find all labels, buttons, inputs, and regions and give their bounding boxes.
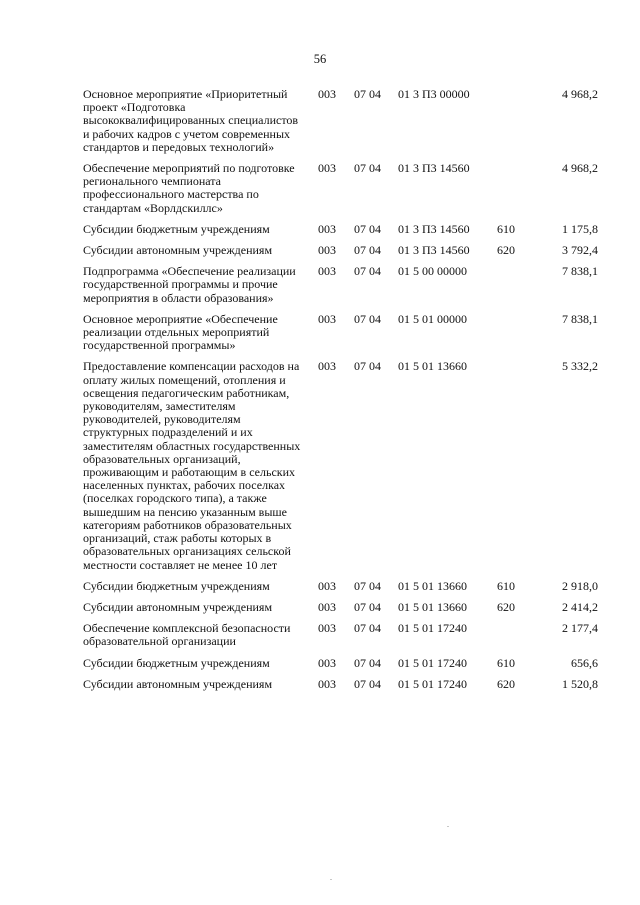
- table-row: [0, 657, 640, 670]
- section-code: 07 04: [354, 161, 381, 176]
- amount: 4 968,2: [562, 87, 598, 101]
- table-row: [0, 244, 640, 257]
- amount: 656,6: [571, 655, 598, 670]
- row-description: Основное мероприятие «Обеспечение реализации отдельных мероприятий государственной программы»: [83, 311, 278, 353]
- target-article-code: 01 5 01 13660: [398, 578, 467, 593]
- section-code: 07 04: [354, 676, 381, 691]
- expense-type-code: 620: [497, 599, 515, 614]
- section-code: 07 04: [354, 87, 381, 101]
- department-code: 003: [318, 161, 336, 176]
- department-code: 003: [318, 311, 336, 326]
- expense-type-code: 610: [497, 221, 515, 236]
- amount: 1 520,8: [562, 676, 598, 691]
- target-article-code: 01 5 01 13660: [398, 359, 467, 374]
- target-article-code: 01 5 01 13660: [398, 599, 467, 614]
- expense-type-code: 620: [497, 676, 515, 691]
- table-row: [0, 223, 640, 236]
- page-number: 56: [313, 52, 327, 66]
- target-article-code: 01 5 01 17240: [398, 621, 467, 636]
- expense-type-code: 620: [497, 243, 515, 258]
- amount: 3 792,4: [562, 243, 598, 258]
- table-row: [0, 622, 640, 648]
- target-article-code: 01 5 01 00000: [398, 311, 467, 326]
- scan-speck: [330, 879, 332, 880]
- row-description: Основное мероприятие «Приоритетный проект «Подготовка высококвалифицированных специалистов и рабочих кадров с учетом современных стандартов и передовых технологий»: [83, 87, 299, 154]
- department-code: 003: [318, 621, 336, 636]
- department-code: 003: [318, 87, 336, 101]
- department-code: 003: [318, 676, 336, 691]
- amount: 7 838,1: [562, 311, 598, 326]
- table-row: [0, 601, 640, 614]
- section-code: 07 04: [354, 599, 381, 614]
- table-row: [0, 580, 640, 593]
- target-article-code: 01 5 00 00000: [398, 264, 467, 279]
- row-description: Подпрограмма «Обеспечение реализации государственной программы и прочие мероприятия в области образования»: [83, 264, 296, 305]
- amount: 1 175,8: [562, 221, 598, 236]
- target-article-code: 01 3 П3 14560: [398, 221, 470, 236]
- target-article-code: 01 5 01 17240: [398, 676, 467, 691]
- table-row: [0, 360, 640, 571]
- amount: 2 177,4: [562, 621, 598, 636]
- section-code: 07 04: [354, 243, 381, 258]
- table-row: [0, 88, 640, 154]
- table-row: [0, 313, 640, 353]
- section-code: 07 04: [354, 221, 381, 236]
- expense-type-code: 610: [497, 578, 515, 593]
- row-description: Субсидии бюджетным учреждениям: [83, 578, 270, 593]
- amount: 2 414,2: [562, 599, 598, 614]
- department-code: 003: [318, 578, 336, 593]
- section-code: 07 04: [354, 655, 381, 670]
- row-description: Обеспечение мероприятий по подготовке регионального чемпионата профессионального мастерства по стандартам «Ворлдскиллс»: [83, 161, 295, 215]
- budget-table: [0, 88, 640, 699]
- row-description: Обеспечение комплексной безопасности образовательной организации: [83, 621, 291, 649]
- table-row: [0, 162, 640, 215]
- amount: 7 838,1: [562, 264, 598, 279]
- target-article-code: 01 3 П3 14560: [398, 161, 470, 176]
- amount: 4 968,2: [562, 161, 598, 176]
- target-article-code: 01 3 П3 14560: [398, 243, 470, 258]
- section-code: 07 04: [354, 578, 381, 593]
- department-code: 003: [318, 655, 336, 670]
- row-description: Субсидии автономным учреждениям: [83, 243, 273, 258]
- row-description: Субсидии автономным учреждениям: [83, 676, 273, 691]
- table-row: [0, 265, 640, 305]
- section-code: 07 04: [354, 264, 381, 279]
- row-description: Субсидии бюджетным учреждениям: [83, 221, 270, 236]
- target-article-code: 01 5 01 17240: [398, 655, 467, 670]
- section-code: 07 04: [354, 311, 381, 326]
- department-code: 003: [318, 359, 336, 374]
- department-code: 003: [318, 264, 336, 279]
- amount: 5 332,2: [562, 359, 598, 374]
- expense-type-code: 610: [497, 655, 515, 670]
- table-row: [0, 678, 640, 691]
- section-code: 07 04: [354, 359, 381, 374]
- department-code: 003: [318, 243, 336, 258]
- target-article-code: 01 3 П3 00000: [398, 87, 470, 101]
- amount: 2 918,0: [562, 578, 598, 593]
- row-description: Предоставление компенсации расходов на оплату жилых помещений, отопления и освещения педагогическим работникам, руководителям, заместителям руководителей, руководителям структурных подразделений и их заместителям областных государственных образовательных организаций, проживающим и работающим в сельских населенных пунктах, рабочих поселках (поселках городского типа), а также вышедшим на пенсию указанным выше категориям работников образовательных организаций, стаж работы которых в образовательных организациях сельской местности составляет не менее 10 лет: [83, 359, 301, 572]
- scan-speck: [447, 826, 449, 827]
- row-description: Субсидии автономным учреждениям: [83, 599, 273, 614]
- department-code: 003: [318, 599, 336, 614]
- department-code: 003: [318, 221, 336, 236]
- section-code: 07 04: [354, 621, 381, 636]
- row-description: Субсидии бюджетным учреждениям: [83, 655, 270, 670]
